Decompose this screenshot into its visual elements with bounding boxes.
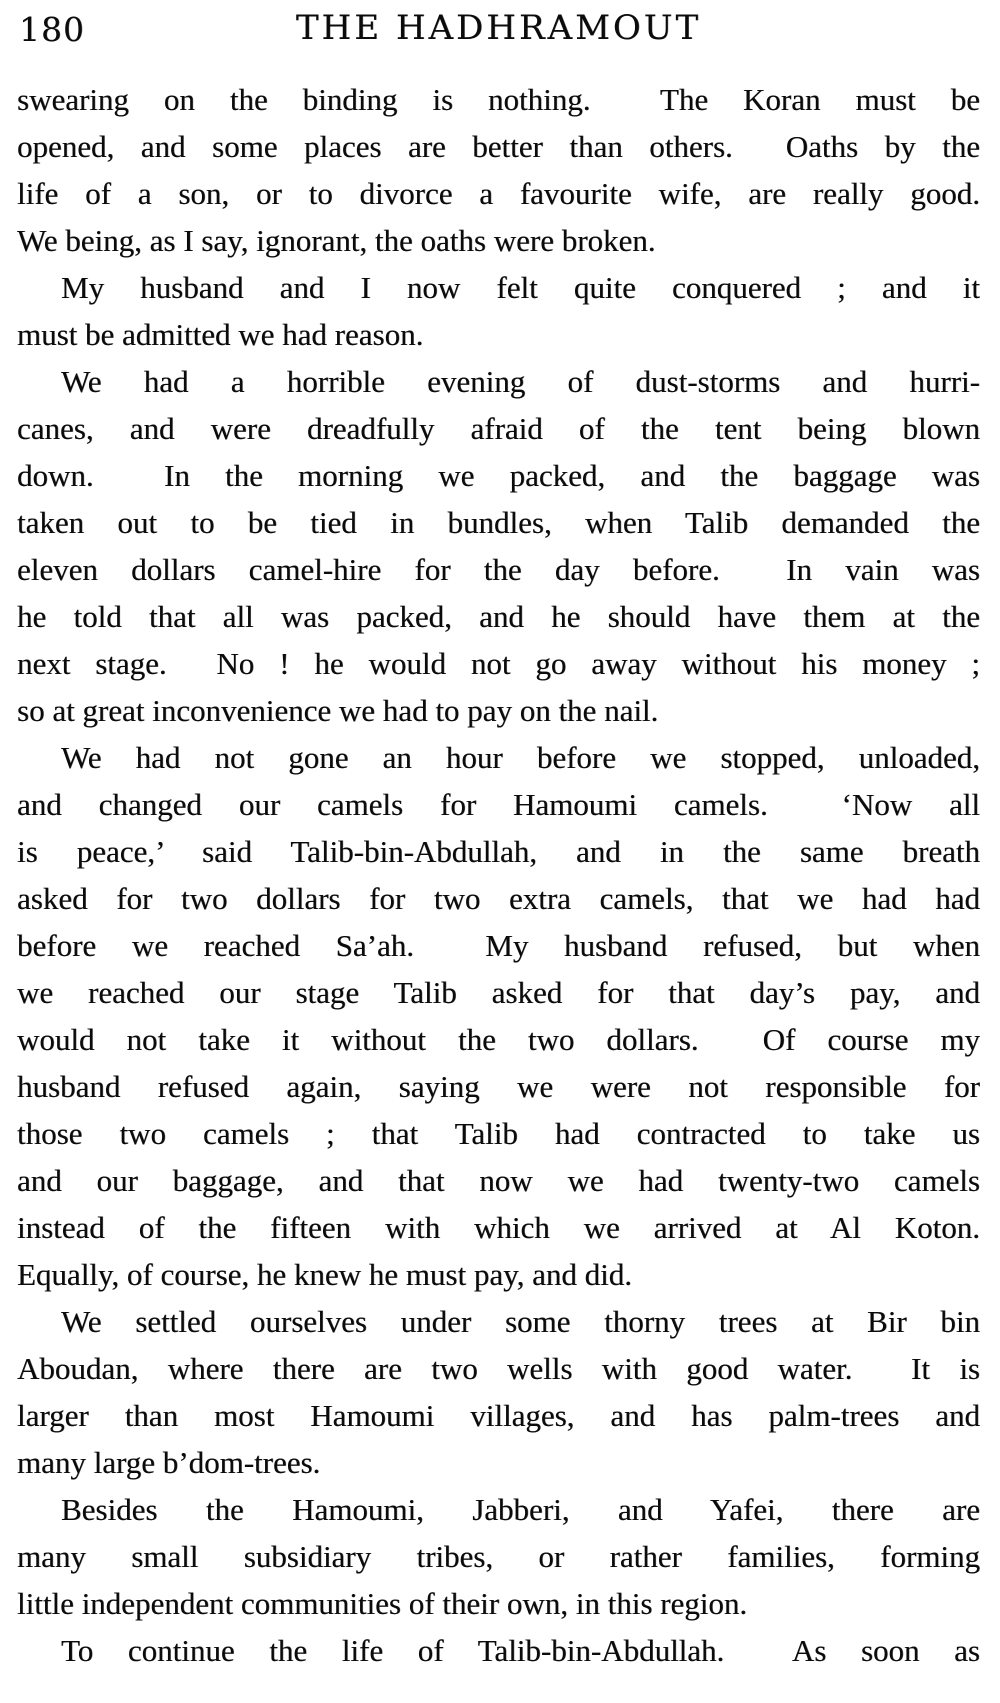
running-title: THE HADHRAMOUT [295, 8, 702, 48]
text-line: asked for two dollars for two extra camels, that we had had [17, 881, 980, 916]
text-line: many large b’dom-trees. [17, 1445, 321, 1480]
page-header [17, 8, 980, 50]
text-line: down. In the morning we packed, and the baggage was [17, 458, 980, 493]
text-line: is peace,’ said Talib-bin-Abdullah, and in the same breath [17, 834, 980, 869]
text-line: To continue the life of Talib-bin-Abdullah. As soon as [61, 1633, 980, 1668]
text-line: instead of the fifteen with which we arrived at Al Koton. [17, 1210, 980, 1245]
text-line: many small subsidiary tribes, or rather families, forming [17, 1539, 980, 1574]
text-line: My husband and I now felt quite conquered ; and it [61, 270, 980, 305]
text-line: opened, and some places are better than others. Oaths by the [17, 129, 980, 164]
page-number: 180 [19, 10, 85, 49]
text-line: swearing on the binding is nothing. The Koran must be [17, 82, 980, 117]
text-line: must be admitted we had reason. [17, 317, 424, 352]
text-line: husband refused again, saying we were not responsible for [17, 1069, 980, 1104]
text-line: We had not gone an hour before we stopped, unloaded, [61, 740, 980, 775]
text-line: would not take it without the two dollars. Of course my [17, 1022, 980, 1057]
text-line: life of a son, or to divorce a favourite wife, are really good. [17, 176, 980, 211]
text-line: We settled ourselves under some thorny trees at Bir bin [61, 1304, 980, 1339]
text-line: before we reached Sa’ah. My husband refused, but when [17, 928, 980, 963]
text-line: We had a horrible evening of dust-storms and hurri- [61, 364, 980, 399]
text-line: eleven dollars camel-hire for the day before. In vain was [17, 552, 980, 587]
text-line: taken out to be tied in bundles, when Talib demanded the [17, 505, 980, 540]
text-line: those two camels ; that Talib had contracted to take us [17, 1116, 980, 1151]
text-line: and our baggage, and that now we had twenty-two camels [17, 1163, 980, 1198]
text-line: and changed our camels for Hamoumi camels. ‘Now all [17, 787, 980, 822]
text-line: he told that all was packed, and he should have them at the [17, 599, 980, 634]
text-line: We being, as I say, ignorant, the oaths were broken. [17, 223, 656, 258]
text-line: Besides the Hamoumi, Jabberi, and Yafei, there are [61, 1492, 980, 1527]
text-line: larger than most Hamoumi villages, and has palm-trees and [17, 1398, 980, 1433]
text-line: little independent communities of their own, in this region. [17, 1586, 748, 1621]
text-line: next stage. No ! he would not go away without his money ; [17, 646, 980, 681]
text-line: so at great inconvenience we had to pay on the nail. [17, 693, 659, 728]
body-text [17, 76, 980, 1674]
text-line: Aboudan, where there are two wells with good water. It is [17, 1351, 980, 1386]
text-line: canes, and were dreadfully afraid of the tent being blown [17, 411, 980, 446]
text-line: we reached our stage Talib asked for that day’s pay, and [17, 975, 980, 1010]
text-line: Equally, of course, he knew he must pay, and did. [17, 1257, 632, 1292]
